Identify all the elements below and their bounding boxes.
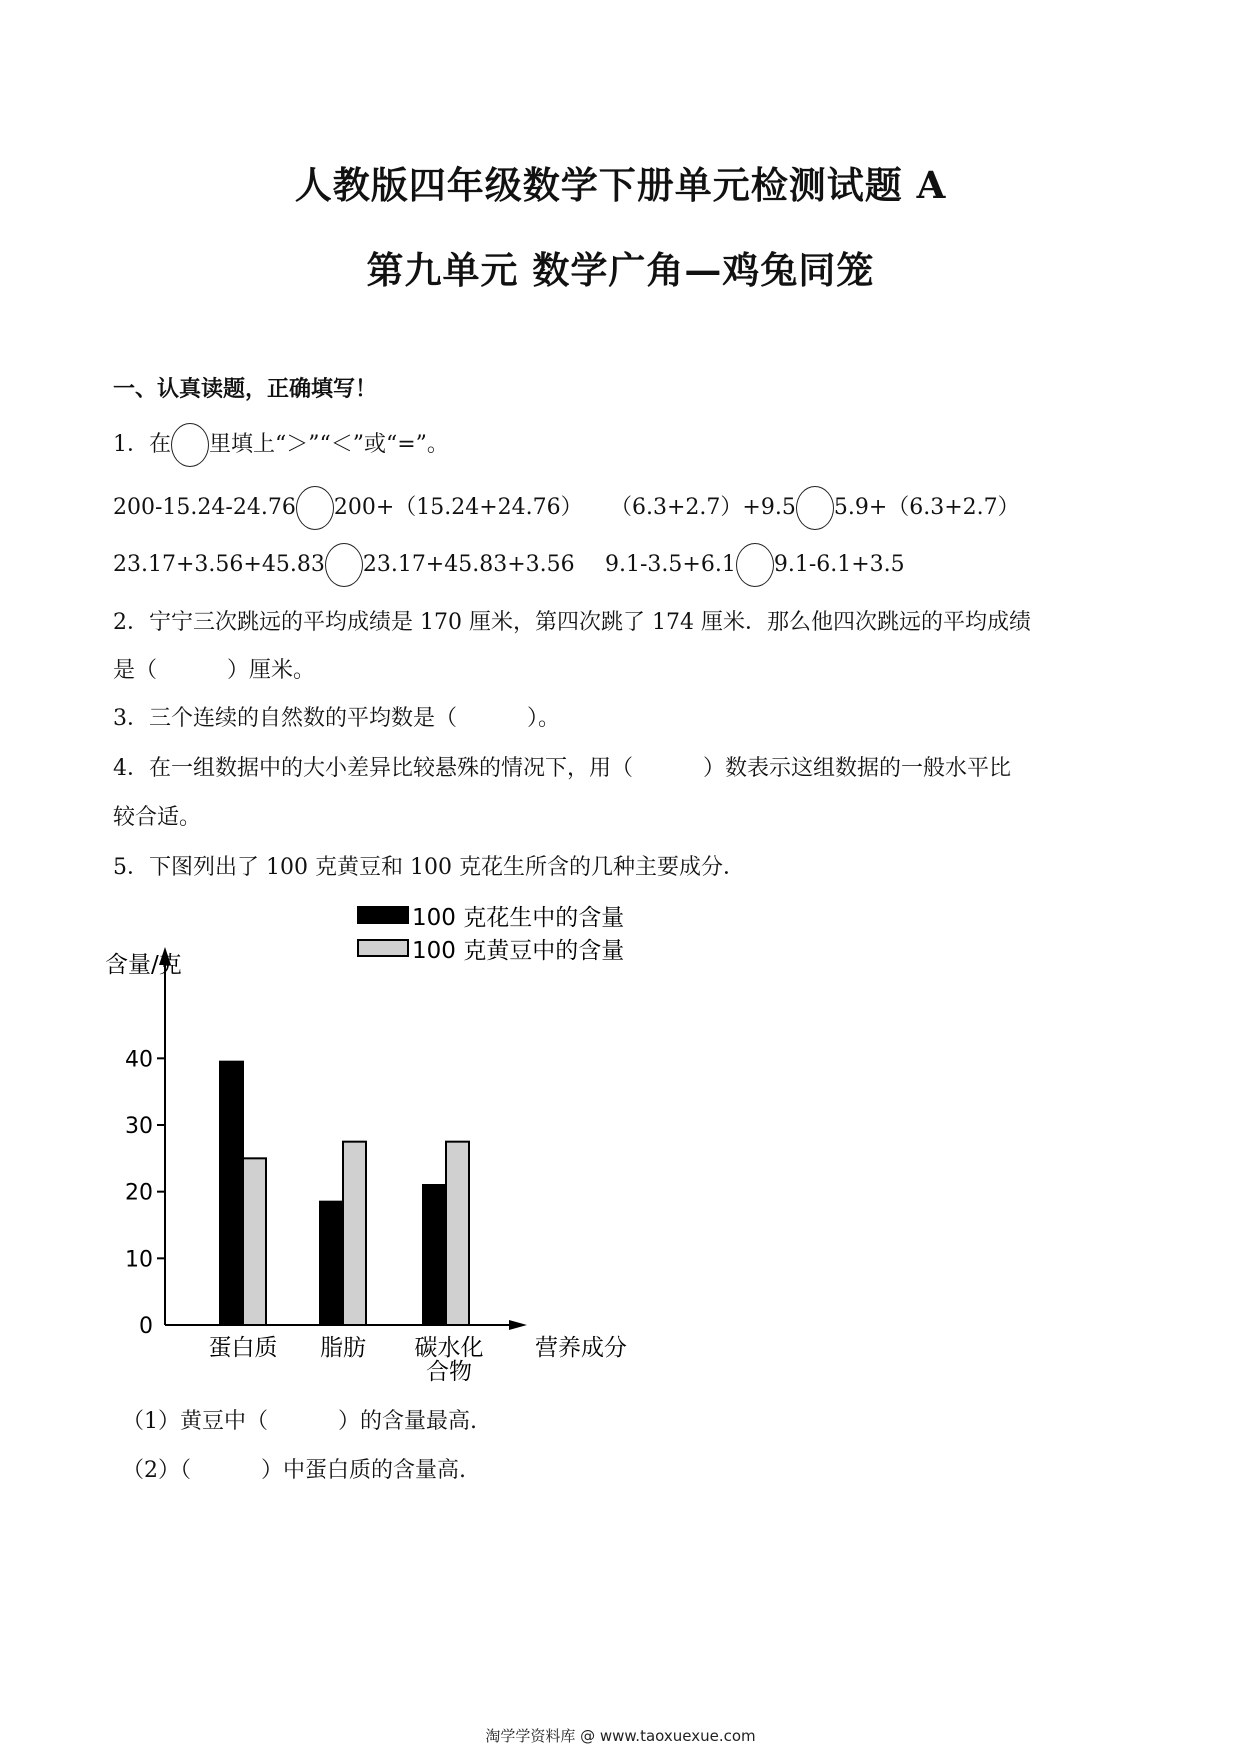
nutrition-bar-chart bbox=[100, 880, 720, 1400]
legend-label: 100 克黄豆中的含量 bbox=[412, 938, 625, 964]
x-axis-title: 营养成分 bbox=[535, 1335, 627, 1361]
q1-prefix: 1．在 bbox=[113, 432, 171, 457]
compare-circle[interactable] bbox=[325, 543, 363, 587]
compare-circle[interactable] bbox=[736, 543, 774, 587]
q1-row2-a-left: 23.17+3.56+45.83 bbox=[113, 552, 325, 577]
y-tick-label: 40 bbox=[125, 1047, 153, 1073]
q5-sub1-prefix: （1）黄豆中（ bbox=[122, 1409, 268, 1434]
q1-row2-b-right: 9.1-6.1+3.5 bbox=[773, 552, 905, 577]
legend-swatch bbox=[358, 940, 408, 956]
chart-legend bbox=[358, 905, 624, 964]
bar bbox=[423, 1185, 446, 1325]
q1-row2-b-left: 9.1-3.5+6.1 bbox=[605, 552, 736, 577]
bar bbox=[243, 1158, 266, 1325]
y-tick-label: 10 bbox=[125, 1247, 153, 1273]
bar bbox=[320, 1202, 343, 1325]
bar bbox=[343, 1142, 366, 1325]
footer-watermark: 淘学学资料库 @ www.taoxuexue.com bbox=[485, 1727, 756, 1745]
page-title: 人教版四年级数学下册单元检测试题 A bbox=[294, 163, 947, 207]
question-2-line-1: 2．宁宁三次跳远的平均成绩是 170 厘米，第四次跳了 174 厘米．那么他四次跳远的平均成绩 bbox=[113, 610, 1031, 635]
q5-subquestion-1 bbox=[122, 1404, 477, 1435]
bar bbox=[446, 1142, 469, 1325]
compare-circle[interactable] bbox=[296, 486, 334, 530]
x-category-label: 蛋白质 bbox=[208, 1335, 278, 1361]
q5-sub1-suffix: ）的含量最高. bbox=[338, 1409, 477, 1434]
q5-sub2-prefix: （2）（ bbox=[122, 1458, 191, 1483]
section-heading-1: 一、认真读题，正确填写！ bbox=[113, 376, 378, 402]
q4-suffix: ）数表示这组数据的一般水平比 bbox=[703, 756, 1012, 781]
q4-prefix: 4．在一组数据中的大小差异比较悬殊的情况下，用（ bbox=[113, 756, 633, 781]
q1-row-2b bbox=[605, 551, 905, 579]
q2-suffix: ）厘米。 bbox=[227, 658, 316, 683]
q1-suffix: 里填上“＞”“＜”或“=”。 bbox=[209, 432, 449, 457]
bar bbox=[220, 1062, 243, 1325]
q1-row-1 bbox=[113, 490, 583, 522]
q1-row1-a-right: 200+（15.24+24.76） bbox=[333, 495, 583, 520]
compare-circle[interactable] bbox=[796, 486, 834, 530]
q3-prefix: 3．三个连续的自然数的平均数是（ bbox=[113, 706, 457, 731]
question-4-line-1 bbox=[113, 751, 1011, 782]
q1-row1-b-right: 5.9+（6.3+2.7） bbox=[833, 495, 1020, 520]
question-1 bbox=[113, 427, 449, 459]
q1-row2-a-right: 23.17+45.83+3.56 bbox=[362, 552, 575, 577]
q2-prefix: 是（ bbox=[113, 658, 158, 683]
question-2-line-2 bbox=[113, 653, 315, 684]
q1-row-2 bbox=[113, 551, 575, 579]
q3-suffix: ）。 bbox=[527, 706, 561, 731]
compare-circle[interactable] bbox=[171, 423, 209, 467]
q1-row1-b-left: （6.3+2.7）+9.5 bbox=[610, 495, 796, 520]
legend-label: 100 克花生中的含量 bbox=[412, 905, 625, 931]
x-category-label: 碳水化 bbox=[414, 1335, 484, 1361]
q5-subquestion-2 bbox=[122, 1453, 466, 1484]
legend-swatch bbox=[358, 907, 408, 923]
x-category-label: 脂肪 bbox=[320, 1335, 366, 1361]
x-category-label: 合物 bbox=[426, 1359, 472, 1385]
x-axis-arrow bbox=[509, 1320, 527, 1330]
q1-row1-a-left: 200-15.24-24.76 bbox=[113, 495, 296, 520]
chart-bars bbox=[220, 1062, 469, 1325]
page-subtitle: 第九单元 数学广角—鸡兔同笼 bbox=[366, 248, 875, 292]
y-tick-label: 0 bbox=[139, 1314, 153, 1339]
q1-row-1b bbox=[610, 490, 1020, 522]
question-5: 5．下图列出了 100 克黄豆和 100 克花生所含的几种主要成分． bbox=[113, 855, 745, 880]
question-3 bbox=[113, 701, 560, 732]
y-axis-title: 含量/克 bbox=[105, 952, 182, 978]
y-tick-label: 20 bbox=[125, 1180, 153, 1206]
question-4-line-2: 较合适。 bbox=[113, 805, 202, 830]
y-tick-label: 30 bbox=[125, 1114, 153, 1139]
q5-sub2-suffix: ）中蛋白质的含量高. bbox=[261, 1458, 466, 1483]
